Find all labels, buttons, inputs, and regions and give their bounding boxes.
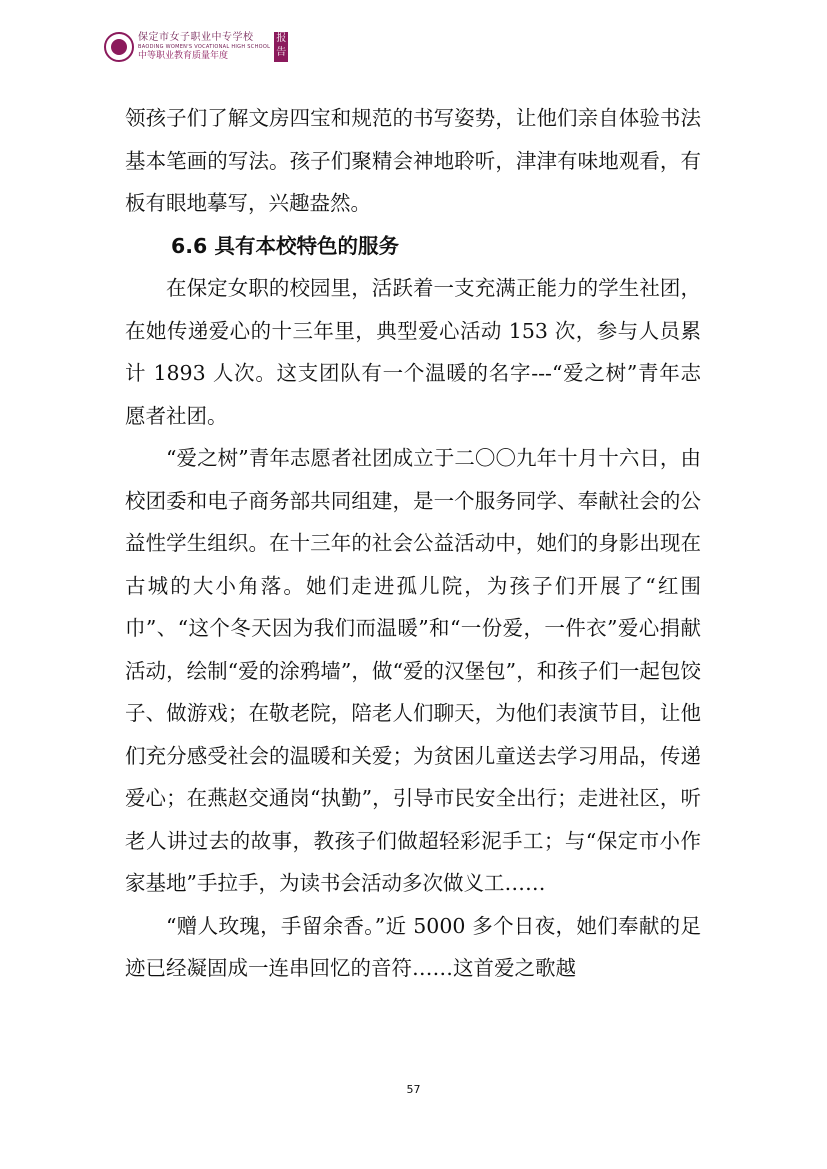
report-subtitle: 中等职业教育质量年度 — [138, 51, 229, 61]
paragraph-1: 领孩子们了解文房四宝和规范的书写姿势，让他们亲自体验书法基本笔画的写法。孩子们聚精会神地聆听，津津有味地观看，有板有眼地摹写，兴趣盎然。 — [125, 106, 701, 215]
school-emblem-icon — [104, 32, 134, 62]
page-body — [125, 97, 701, 990]
page-number: 57 — [406, 1083, 421, 1096]
section-heading: 6.6 具有本校特色的服务 — [171, 233, 399, 258]
paragraph-3: “爱之树”青年志愿者社团成立于二〇〇九年十月十六日，由校团委和电子商务部共同组建，是一个服务同学、奉献社会的公益性学生组织。在十三年的社会公益活动中，她们的身影出现在古城的大小角落。她们走进孤儿院，为孩子们开展了“红围巾”、“这个冬天因为我们而温暖”和“一份爱，一件衣”爱心捐献活动，绘制“爱的涂鸦墙”，做“爱的汉堡包”，和孩子们一起包饺子、做游戏；在敬老院，陪老人们聊天，为他们表演节目，让他们充分感受社会的温暖和关爱；为贫困儿童送去学习用品，传递爱心；在燕赵交通岗“执勤”，引导市民安全出行；走进社区，听老人讲过去的故事，教孩子们做超轻彩泥手工；与“保定市小作家基地”手拉手，为读书会活动多次做义工…… — [125, 446, 701, 895]
report-badge: 报告 — [274, 32, 288, 62]
school-name-en: BAODING WOMEN'S VOCATIONAL HIGH SCHOOL — [138, 44, 271, 50]
page-header — [104, 30, 288, 64]
header-text — [138, 33, 270, 61]
paragraph-2: 在保定女职的校园里，活跃着一支充满正能力的学生社团，在她传递爱心的十三年里，典型爱心活动 153 次，参与人员累计 1893 人次。这支团队有一个温暖的名字---“爱之树”青年志愿者社团。 — [125, 276, 701, 428]
school-name: 保定市女子职业中专学校 — [138, 32, 254, 43]
paragraph-4: “赠人玫瑰，手留余香。”近 5000 多个日夜，她们奉献的足迹已经凝固成一连串回忆的音符……这首爱之歌越 — [125, 913, 701, 980]
